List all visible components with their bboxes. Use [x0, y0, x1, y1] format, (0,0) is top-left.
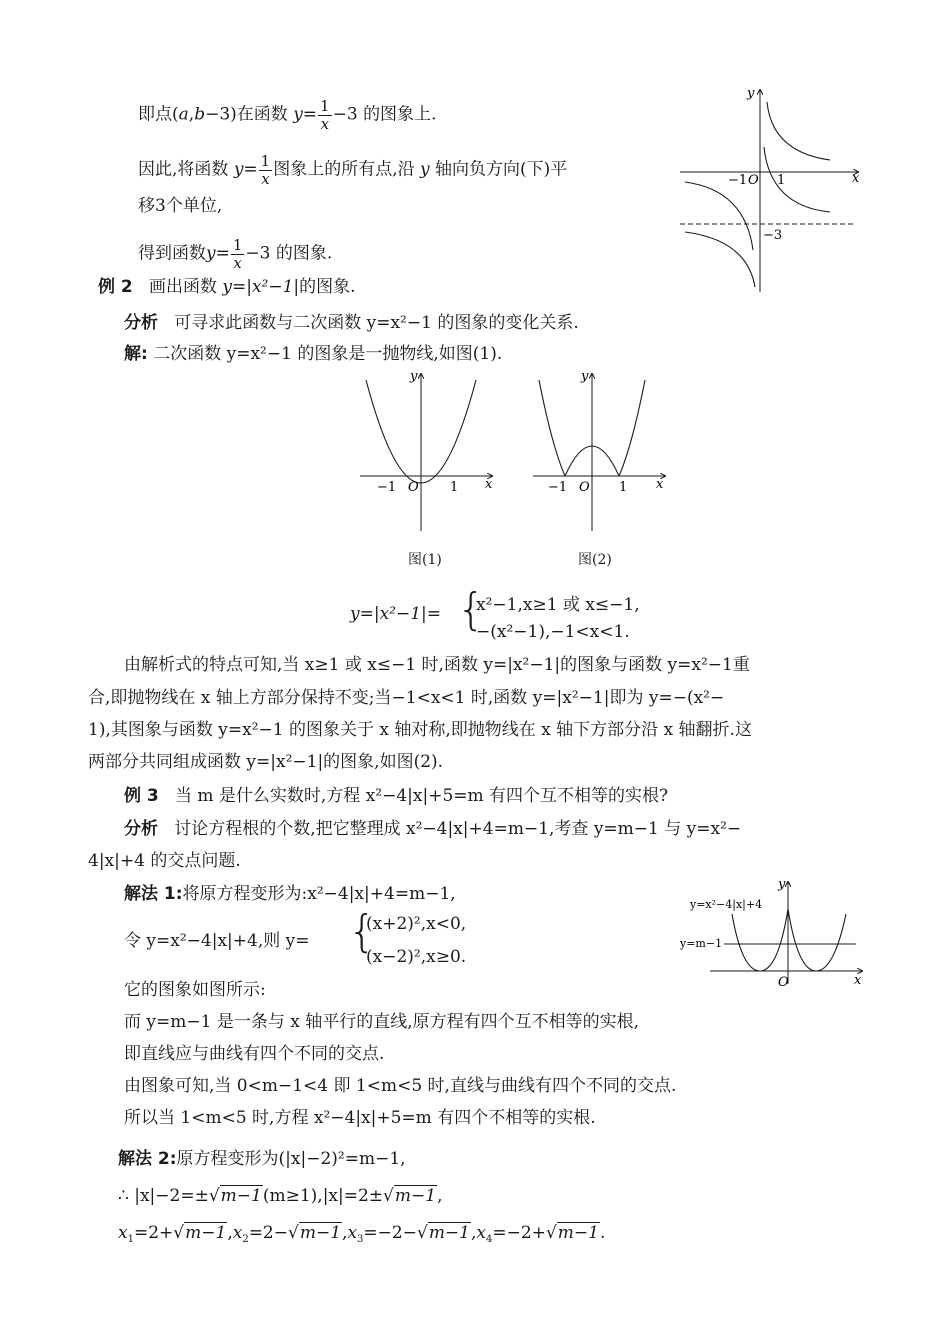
hyperbola-graph	[675, 82, 875, 297]
line-label: y=m−1	[680, 937, 723, 950]
tick-1: 1	[619, 480, 628, 495]
origin-label: O	[748, 173, 759, 188]
x-axis-label: x	[485, 477, 493, 492]
y-axis-label: y	[410, 369, 418, 384]
x-axis-label: x	[854, 973, 862, 988]
solution-1-line-5: 即直线应与曲线有四个不同的交点.	[124, 1044, 385, 1064]
origin-label: O	[579, 480, 590, 495]
y-axis-label: y	[581, 369, 589, 384]
piecewise-row-1: x²−1,x≥1 或 x≤−1,	[476, 595, 640, 615]
solution-1-line-3: 它的图象如图所示:	[124, 980, 266, 1000]
solution-1-piece-1: (x+2)²,x<0,	[366, 914, 467, 934]
tick-1: 1	[450, 480, 459, 495]
root-x2: $x_2=2-√m-1$,	[232, 1223, 348, 1245]
root-x1: $x_1=2+√m-1$,	[118, 1223, 233, 1245]
line-point-on-graph: 即点(a,b−3)在函数 y= $\frac{1}{x}$ −3 的图象上.	[138, 97, 437, 133]
example-2-paragraph-line-3: 1),其图象与函数 y=x²−1 的图象关于 x 轴对称,即抛物线在 x 轴下方部分沿 x 轴翻折.这	[88, 720, 752, 740]
curve-x2-4abs-x-4	[732, 909, 846, 971]
piecewise-lhs: y=|x²−1|=	[350, 604, 442, 624]
figure-2-abs-parabola	[525, 366, 675, 536]
line-shift-3-units: 移3个单位,	[138, 196, 223, 216]
tick-neg1: −1	[377, 480, 397, 495]
figure-2-caption: 图(2)	[578, 552, 612, 568]
shifted-branch-lower-left	[685, 232, 755, 287]
example-2-paragraph-line-1: 由解析式的特点可知,当 x≥1 或 x≤−1 时,函数 y=|x²−1|的图象与函数 y=x²−1重	[124, 655, 750, 675]
hyperbola-branch-lower-left	[685, 182, 753, 250]
solution-1-line-4: 而 y=m−1 是一条与 x 轴平行的直线,原方程有四个互不相等的实根,	[124, 1012, 640, 1032]
tick-neg3: −3	[763, 228, 783, 243]
hyperbola-branch-upper-right	[767, 102, 830, 160]
piecewise-brace: {	[457, 584, 485, 635]
solution-2-line-1: 解法 2:原方程变形为(|x|−2)²=m−1,	[118, 1149, 406, 1169]
root-x4: $x_4=-2+√m-1$.	[476, 1223, 606, 1245]
solution-1-line-2: 令 y=x²−4|x|+4,则 y=	[124, 931, 310, 951]
tick-neg1: −1	[728, 173, 748, 188]
x-axis-label: x	[656, 477, 664, 492]
tick-neg1: −1	[548, 480, 568, 495]
tick-1: 1	[777, 173, 786, 188]
fraction-1-over-x: $\frac{1}{x}$	[320, 97, 330, 133]
curve-left-branch	[539, 380, 565, 476]
example-2-paragraph-line-2: 合,即抛物线在 x 轴上方部分保持不变;当−1<x<1 时,函数 y=|x²−1|即为 y=−(x²−	[88, 688, 725, 708]
example-3-heading: 例 3 当 m 是什么实数时,方程 x²−4|x|+5=m 有四个互不相等的实根?	[124, 786, 669, 806]
y-axis-label: y	[747, 86, 755, 101]
solution-2-line-2: ∴ |x|−2=±√m−1(m≥1),|x|=2±√m−1,	[118, 1186, 443, 1206]
origin-label: O	[408, 480, 419, 495]
root-x3: $x_3=-2-√m-1$,	[347, 1223, 477, 1245]
example-2-heading: 例 2 画出函数 y=|x²−1|的图象.	[98, 277, 356, 297]
example-3-analysis-line-1: 分析 讨论方程根的个数,把它整理成 x²−4|x|+4=m−1,考查 y=m−1 与 y=x²−	[124, 819, 742, 839]
figure-1-parabola	[352, 366, 502, 536]
shifted-branch-upper-right	[764, 147, 830, 212]
solution-2-roots	[118, 1225, 605, 1245]
example-2-paragraph-line-4: 两部分共同组成函数 y=|x²−1|的图象,如图(2).	[88, 752, 444, 772]
y-axis-label: y	[778, 877, 786, 892]
solution-1-line-6: 由图象可知,当 0<m−1<4 即 1<m<5 时,直线与曲线有四个不同的交点.	[124, 1076, 677, 1096]
solution-1-piece-2: (x−2)²,x≥0.	[366, 947, 467, 967]
solution-1-line-1: 解法 1:将原方程变形为:x²−4|x|+4=m−1,	[124, 884, 456, 904]
figure-1-caption: 图(1)	[408, 552, 442, 568]
example-2-solution: 解: 二次函数 y=x²−1 的图象是一抛物线,如图(1).	[124, 344, 503, 364]
line-translate-graph: 因此,将函数 y= $\frac{1}{x}$ 图象上的所有点,沿 y 轴向负方向(下)平	[138, 152, 568, 188]
piecewise-row-2: −(x²−1),−1<x<1.	[476, 622, 630, 642]
example-3-graph	[680, 874, 870, 994]
solution-1-line-7: 所以当 1<m<5 时,方程 x²−4|x|+5=m 有四个不相等的实根.	[124, 1108, 596, 1128]
solution-1-brace: {	[348, 906, 376, 957]
origin-label: O	[778, 975, 789, 990]
curve-label: y=x²−4|x|+4	[690, 898, 763, 911]
x-axis-label: x	[852, 171, 860, 186]
example-3-analysis-line-2: 4|x|+4 的交点问题.	[88, 851, 241, 871]
line-result-function: 得到函数y= $\frac{1}{x}$ −3 的图象.	[138, 236, 333, 272]
curve-right-branch	[619, 380, 645, 476]
example-2-analysis: 分析 可寻求此函数与二次函数 y=x²−1 的图象的变化关系.	[124, 313, 579, 333]
